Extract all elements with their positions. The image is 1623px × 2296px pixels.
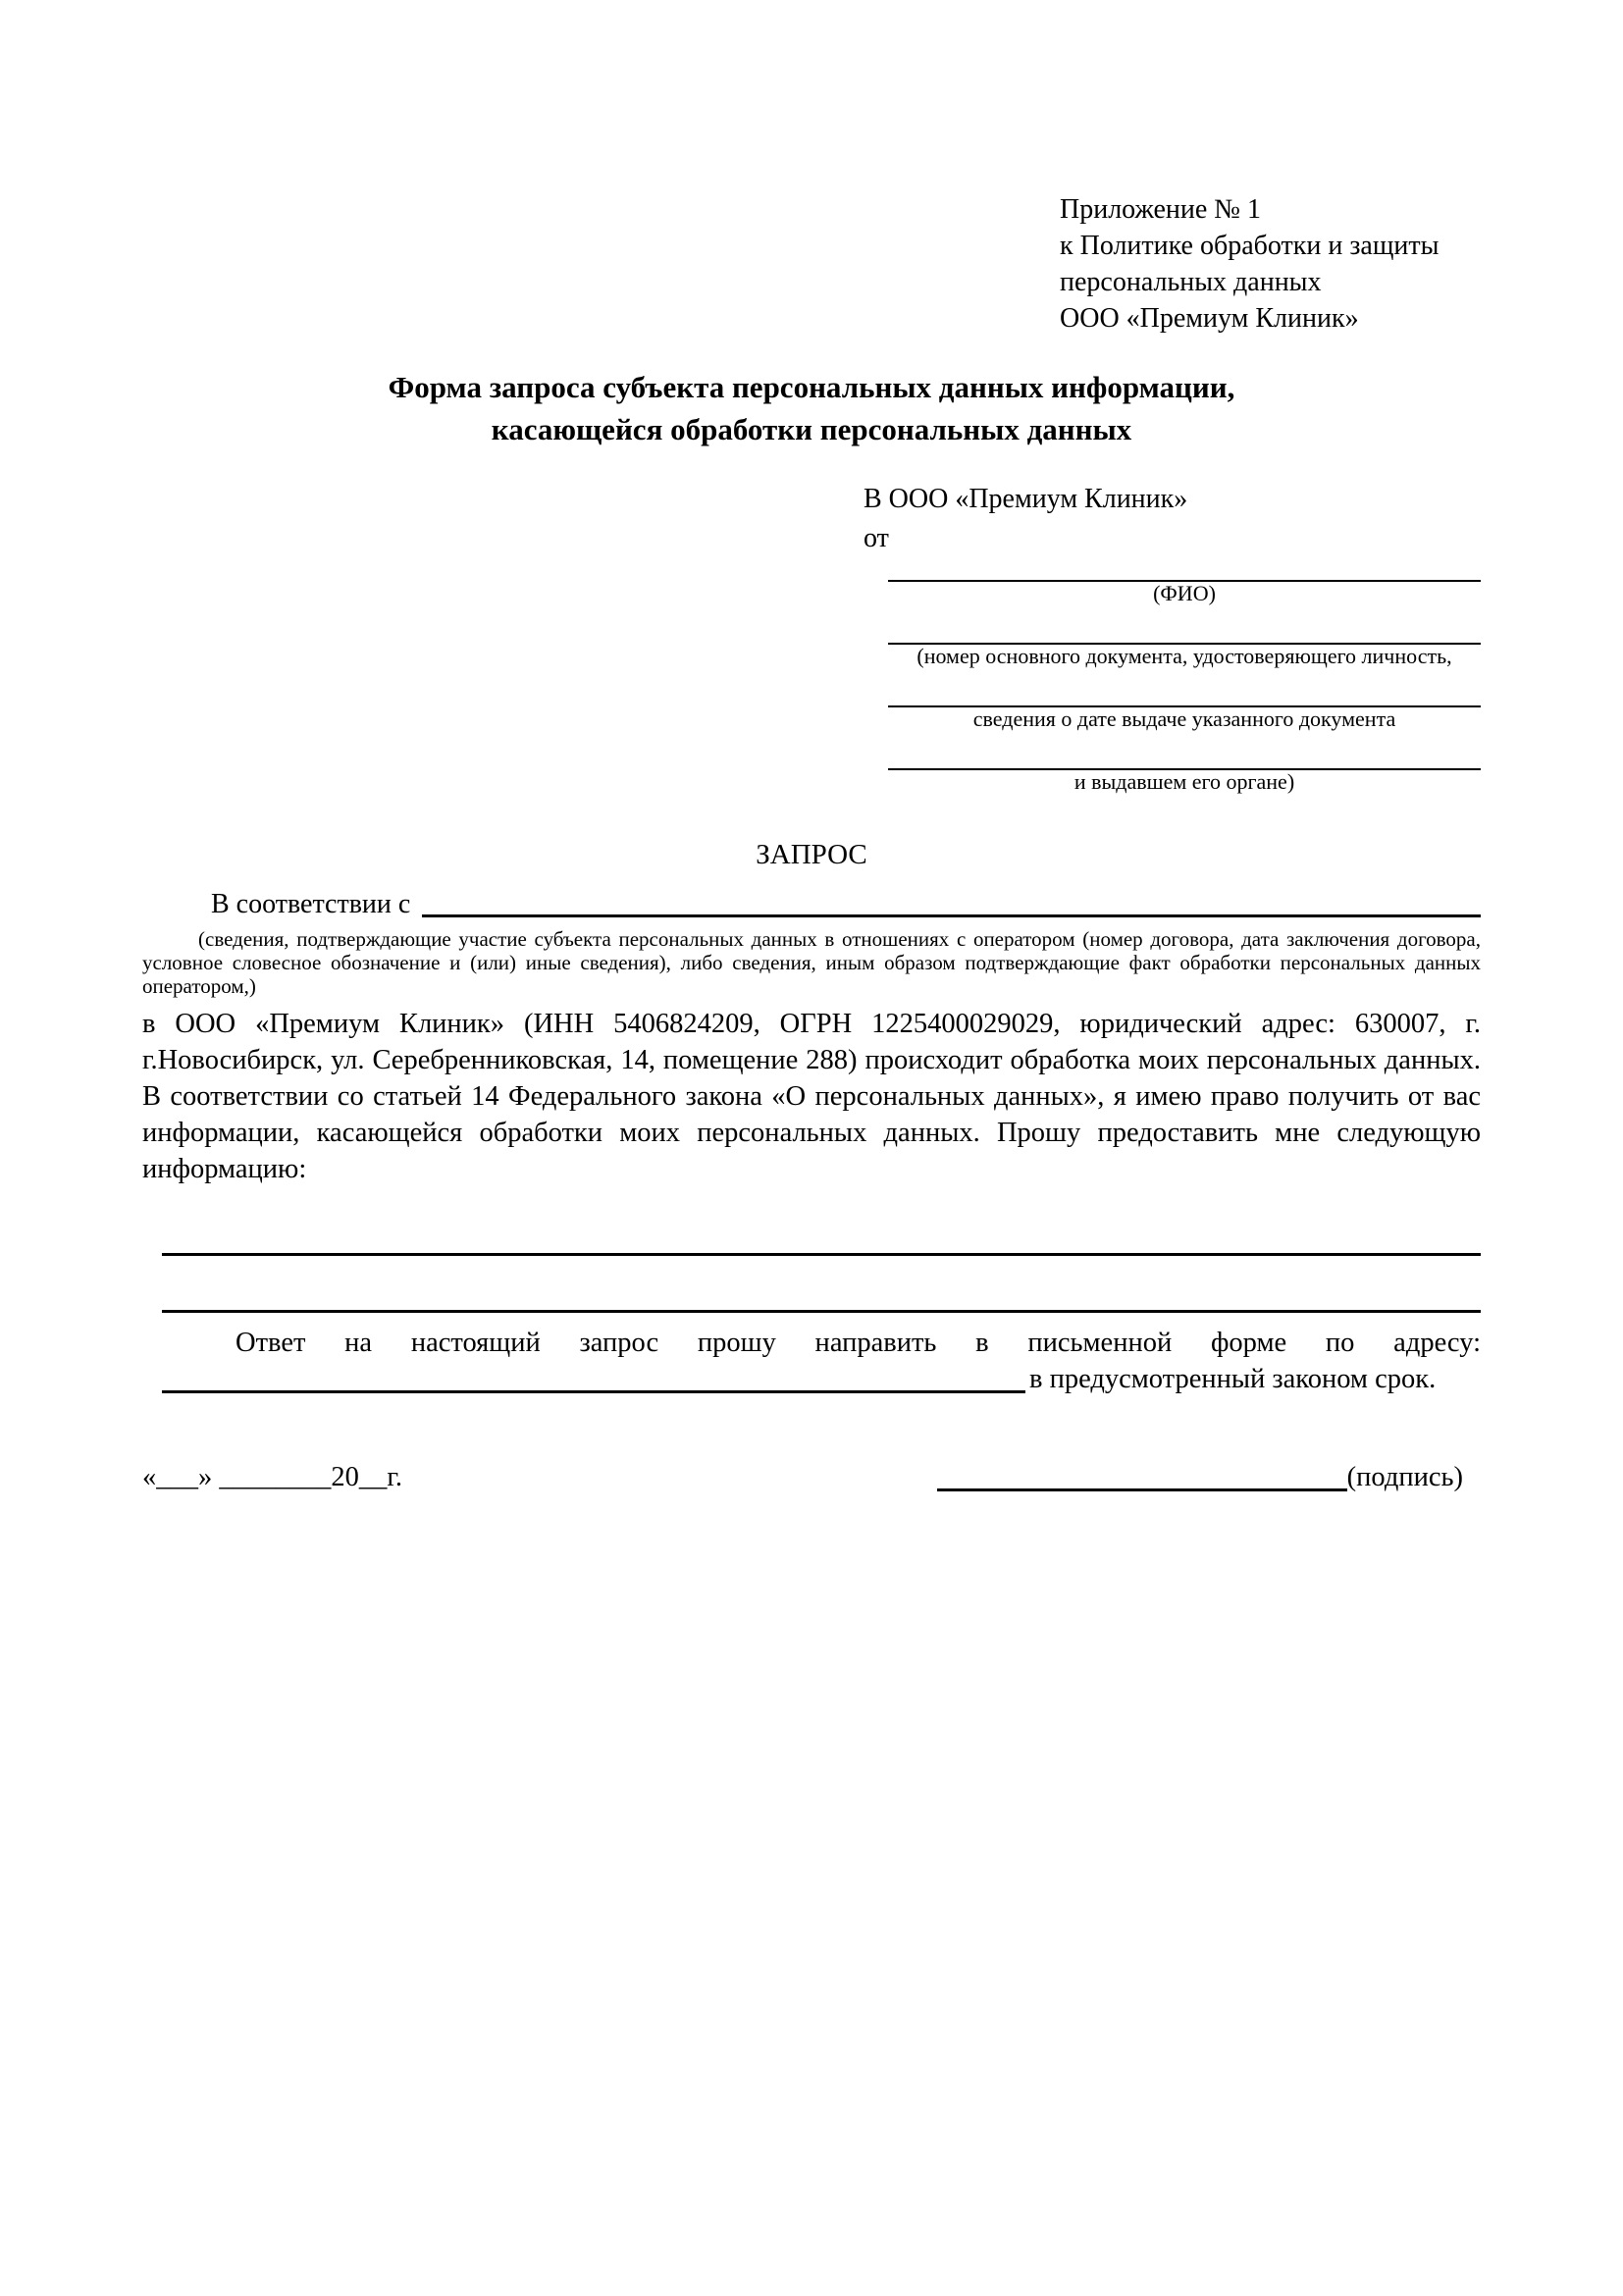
issuing-authority-input-line[interactable]: [888, 747, 1481, 770]
appendix-line: ООО «Премиум Клиник»: [1060, 303, 1359, 334]
requested-info-input-line-1[interactable]: [162, 1197, 1481, 1256]
appendix-line: персональных данных: [1060, 267, 1322, 297]
response-suffix: в предусмотренный законом срок.: [1029, 1364, 1437, 1394]
date-fill-in[interactable]: «___» ________20__г.: [142, 1462, 402, 1492]
fio-caption: (ФИО): [1153, 581, 1216, 605]
accordance-fine-print: (сведения, подтверждающие участие субъекта персональных данных в отношениях с оператором (номер договора, дата заключения договора, условное словесное обозначение и (или) иные сведения), либо сведения, иным образом подтверждающие факт обработки персональных данных оператором,): [142, 927, 1481, 998]
issue-date-input-line[interactable]: [888, 684, 1481, 707]
document-number-caption: (номер основного документа, удостоверяющего личность,: [916, 644, 1452, 668]
addressee-to: В ООО «Премиум Клиник»: [864, 484, 1188, 514]
issuing-authority-field: [888, 747, 1481, 794]
document-title-line2: касающейся обработки персональных данных: [491, 412, 1132, 446]
issue-date-field: [888, 684, 1481, 731]
document-title: [142, 366, 1481, 450]
addressee-from: от: [864, 523, 889, 553]
document-title-line1: Форма запроса субъекта персональных данных информации,: [388, 370, 1235, 404]
response-address-input-line[interactable]: [162, 1390, 1025, 1393]
addressee-fields: [888, 558, 1481, 794]
signature-caption: (подпись): [1346, 1462, 1463, 1492]
appendix-line: Приложение № 1: [1060, 194, 1261, 225]
accordance-row: [142, 888, 1481, 921]
signature-input-line[interactable]: [937, 1488, 1347, 1491]
signature-area: [937, 1458, 1463, 1497]
response-paragraph: Ответ на настоящий запрос прошу направить в письменной форме по адресу:: [236, 1328, 1481, 1358]
request-body-paragraph: в ООО «Премиум Клиник» (ИНН 5406824209, ОГРН 1225400029029, юридический адрес: 630007, г. г.Новосибирск, ул. Серебренниковская, 14, помещение 288) происходит обработка моих персональных данных. В соответствии со статьей 14 Федерального закона «О персональных данных», я имею право получить от вас информации, касающейся обработки моих персональных данных. Прошу предоставить мне следующую информацию:: [142, 1009, 1481, 1184]
fio-input-line[interactable]: [888, 558, 1481, 582]
issuing-authority-caption: и выдавшем его органе): [1073, 769, 1295, 794]
response-address-row: [142, 1361, 1481, 1397]
fio-field: [888, 558, 1481, 605]
request-heading: ЗАПРОС: [756, 839, 867, 870]
date-signature-row: [142, 1458, 1481, 1497]
appendix-header: [1060, 191, 1481, 337]
requested-info-input-line-2[interactable]: [162, 1256, 1481, 1313]
document-number-input-line[interactable]: [888, 621, 1481, 645]
appendix-line: к Политике обработки и защиты: [1060, 231, 1440, 261]
accordance-input-line[interactable]: [422, 914, 1481, 917]
document-number-field: [888, 621, 1481, 668]
addressee-block: [864, 480, 1481, 794]
issue-date-caption: сведения о дате выдаче указанного документа: [972, 706, 1396, 731]
accordance-label: В соответствии с: [211, 889, 411, 919]
